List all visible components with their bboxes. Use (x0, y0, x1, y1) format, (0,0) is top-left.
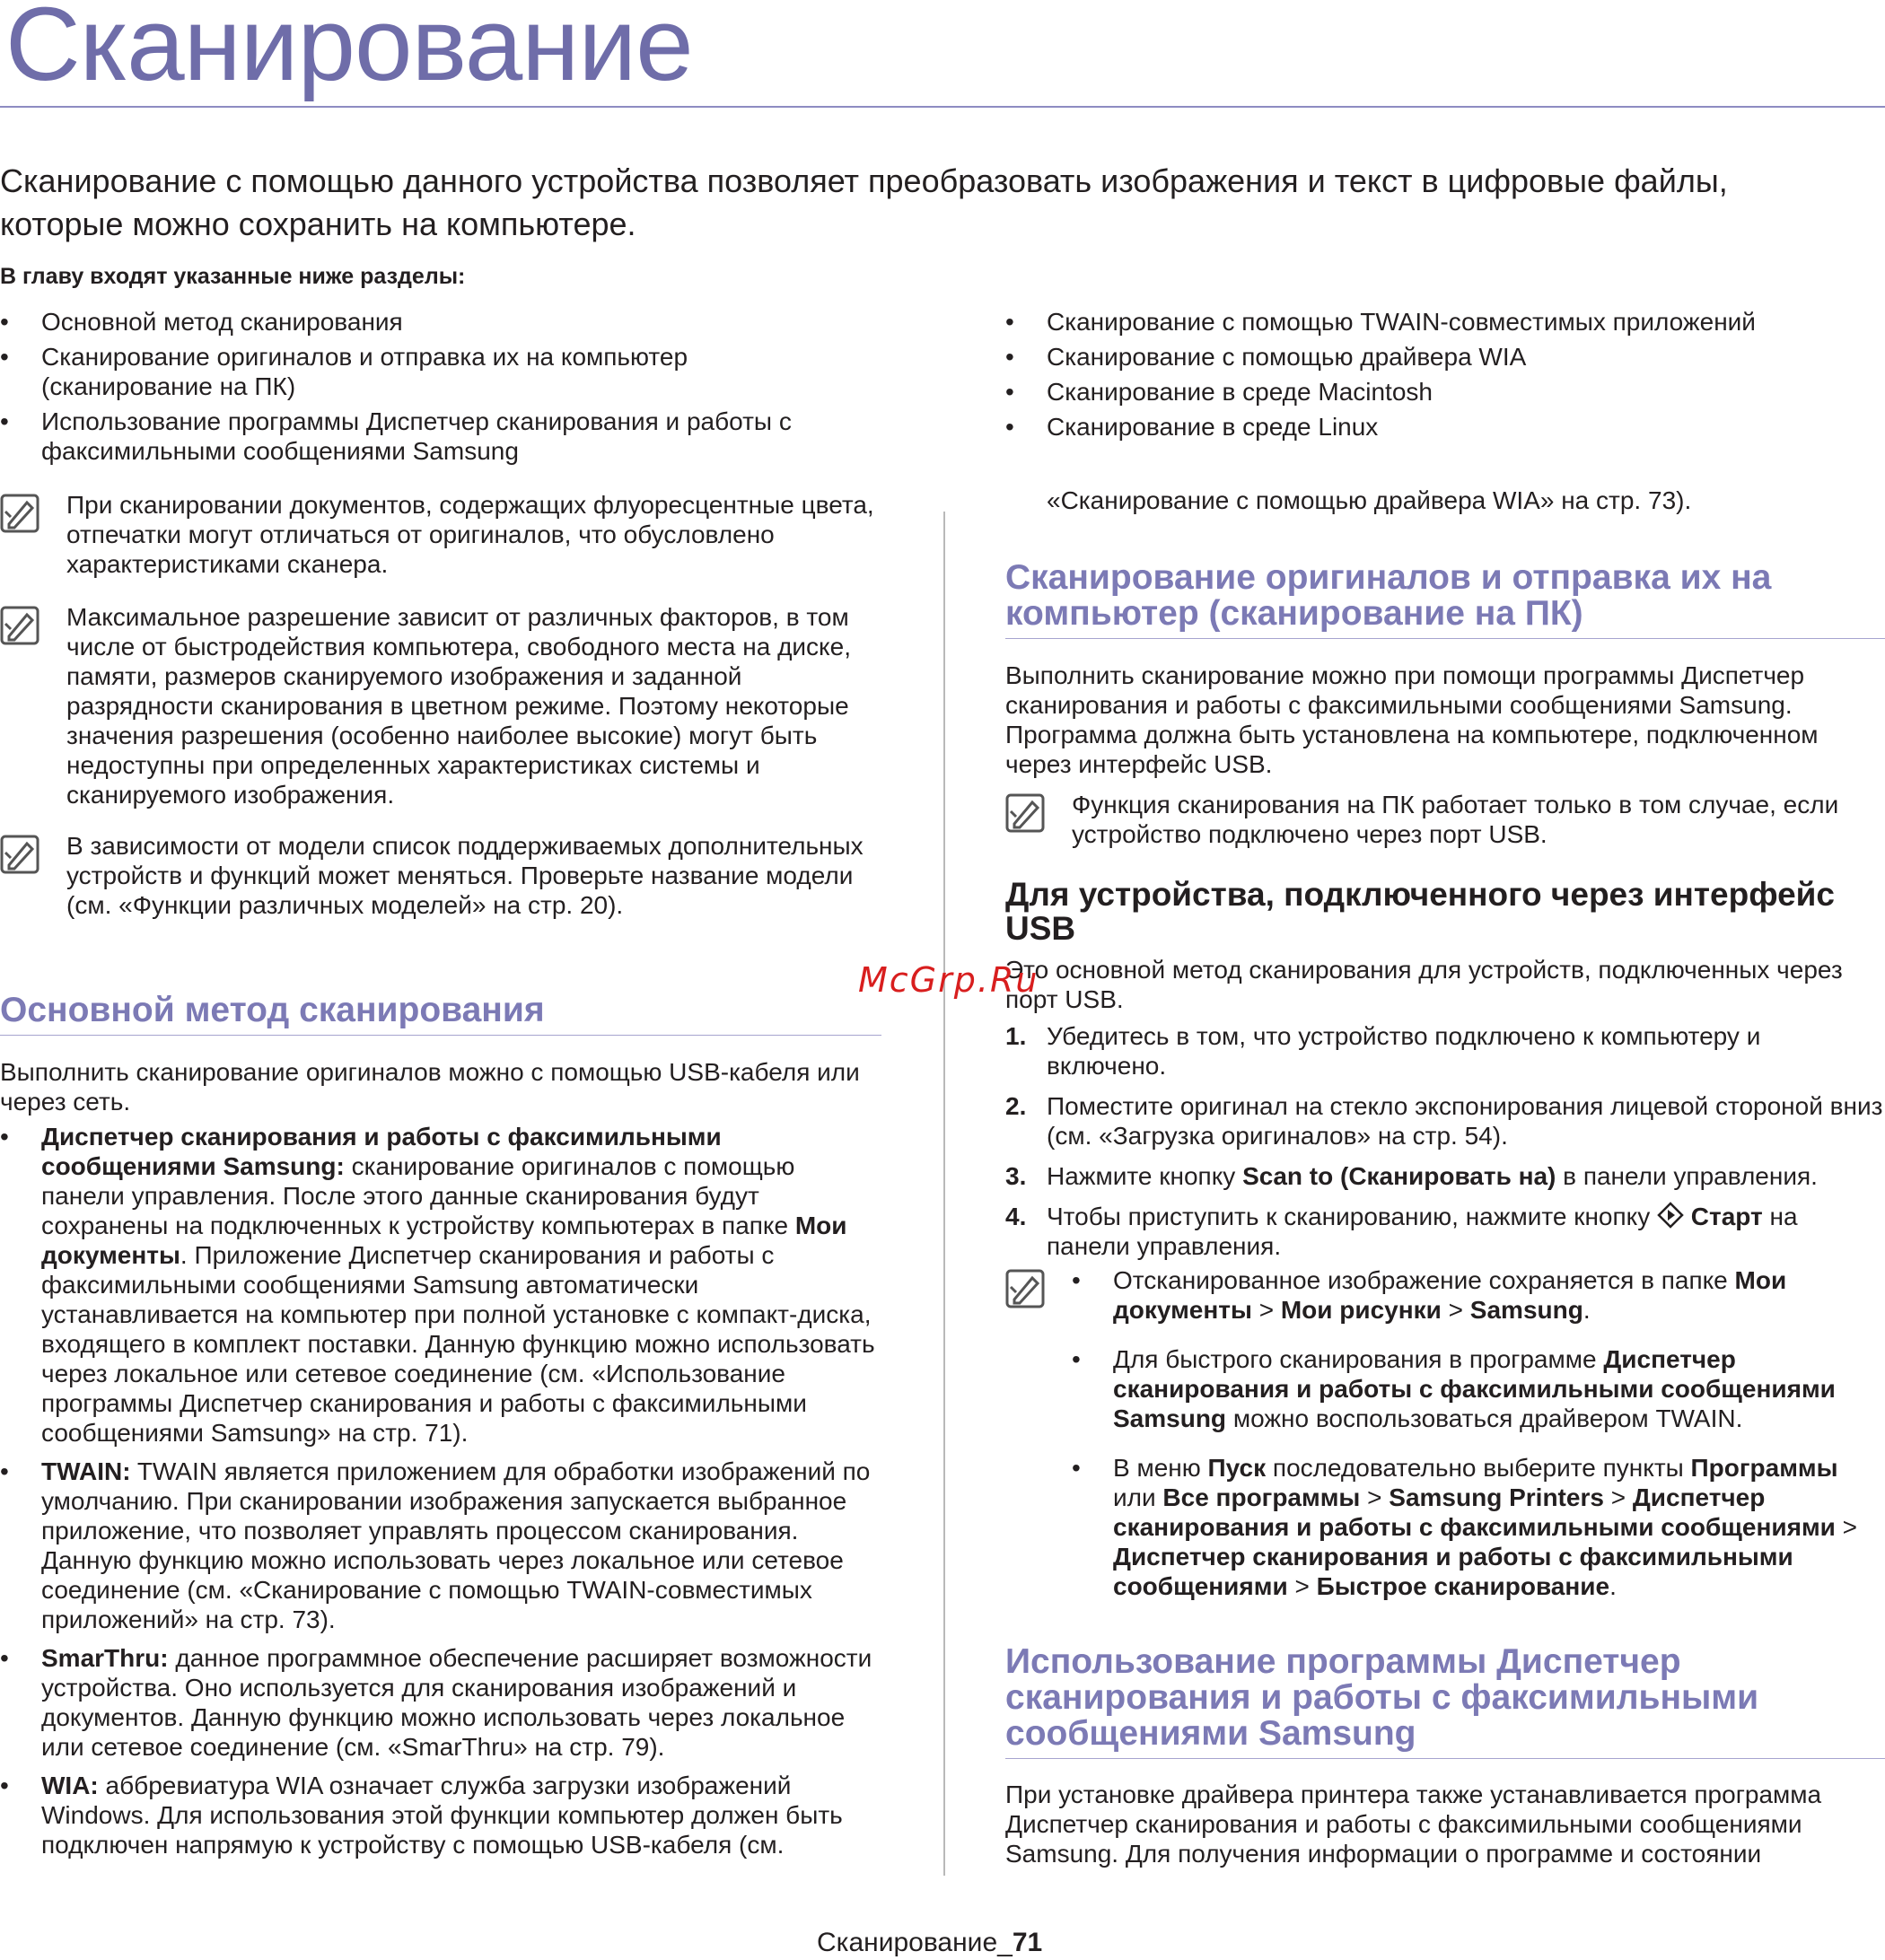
tip-separator: > (1258, 1296, 1275, 1324)
section-heading-pc-scan: Сканирование оригиналов и отправка их на компьютер (сканирование на ПК) (1005, 558, 1772, 633)
method-text: TWAIN является приложением для обработки изображений по умолчанию. При сканировании изображения запускается выбранное приложение, что позволяет управлять процессом сканирования. Данную функцию можно использовать через локальное или сетевое соединение (см. «Сканирование с помощью TWAIN-совместимых приложений» на стр. 73). (41, 1457, 871, 1633)
step-number: 1. (1005, 1022, 1027, 1050)
method-label: Диспетчер сканирования и работы с факсимильными сообщениями Samsung: (41, 1123, 722, 1180)
tip-path: Диспетчер сканирования и работы с факсимильными сообщениями (1113, 1483, 1836, 1541)
section-intro: Выполнить сканирование оригиналов можно с помощью USB-кабеля или через сеть. (0, 1058, 860, 1116)
tip-path: Samsung Printers (1389, 1483, 1604, 1511)
chapter-intro (0, 160, 1885, 246)
section-rule (1005, 1758, 1885, 1759)
step-4 (1005, 1202, 1885, 1261)
section-heading-basic: Основной метод сканирования (0, 991, 545, 1029)
scan-manager-intro: При установке драйвера принтера также устанавливается программа Диспетчер сканирования и работы с факсимильными сообщениями Samsung. Для получения информации о программе и состоянии (1005, 1781, 1822, 1868)
toc-list-left (0, 307, 898, 471)
step-text: Поместите оригинал на стекло экспонирования лицевой стороной вниз (см. «Загрузка оригиналов» на стр. 54). (1047, 1092, 1883, 1150)
toc-item[interactable]: • Сканирование с помощью TWAIN-совместимых приложений (1005, 307, 1885, 337)
tip-text: последовательно выберите пункты (1272, 1454, 1684, 1482)
step-number: 3. (1005, 1162, 1027, 1190)
column-divider (943, 512, 945, 1876)
method-text: аббревиатура WIA означает служба загрузки изображений Windows. Для использования этой функции компьютер должен быть подключен напрямую к устройству с помощью USB-кабеля (см. (41, 1772, 843, 1859)
section-rule (0, 1035, 881, 1036)
toc-item[interactable]: • Сканирование в среде Linux (1005, 412, 1885, 442)
method-label: TWAIN: (41, 1457, 131, 1485)
tip-text: . (1583, 1296, 1591, 1324)
method-item-wia (0, 1771, 881, 1859)
footer-label: Сканирование_ (817, 1928, 1013, 1957)
basic-methods-list (0, 1122, 881, 1868)
step-text: Чтобы приступить к сканированию, нажмите кнопку (1047, 1203, 1651, 1230)
intro-line-1: Сканирование с помощью данного устройства позволяет преобразовать изображения и текст в цифровые файлы, (0, 162, 1728, 199)
tip-text: . (1609, 1572, 1617, 1600)
tip-path: Все программы (1162, 1483, 1361, 1511)
note-model (0, 831, 880, 920)
step-text: в панели управления. (1563, 1162, 1818, 1190)
step-3 (1005, 1161, 1885, 1191)
tip-path: Диспетчер сканирования и работы с факсимильными сообщениями (1113, 1543, 1793, 1600)
method-label: SmarThru: (41, 1644, 169, 1672)
tip-path: Samsung (1469, 1296, 1583, 1324)
toc-item[interactable]: • Сканирование в среде Macintosh (1005, 377, 1885, 407)
note-tips (1005, 1265, 1885, 1610)
tip-path: Пуск (1207, 1454, 1267, 1482)
note-icon (0, 835, 39, 874)
note-icon (0, 494, 39, 533)
tip-path: Программы (1690, 1454, 1838, 1482)
section-rule (1005, 638, 1885, 639)
tip-text: или (1113, 1483, 1156, 1511)
note-fluorescent (0, 490, 880, 579)
note-pc-usb (1005, 790, 1885, 849)
tip-separator: > (1610, 1483, 1626, 1511)
note-icon (1005, 1269, 1045, 1308)
method-label: WIA: (41, 1772, 99, 1799)
tip-path: Мои документы (1113, 1266, 1787, 1324)
step-1 (1005, 1021, 1885, 1081)
method-folder: Мои документы (41, 1212, 847, 1269)
intro-line-2: которые можно сохранить на компьютере. (0, 206, 636, 242)
tip-text: В меню (1113, 1454, 1201, 1482)
method-item-smarthru (0, 1643, 881, 1762)
note-text: При сканировании документов, содержащих флуоресцентные цвета, отпечатки могут отличаться от оригиналов, что обусловлено характеристиками сканера. (66, 491, 874, 578)
watermark: McGrp.Ru (858, 960, 1039, 1000)
method-item-manager (0, 1122, 881, 1448)
wia-continuation: «Сканирование с помощью драйвера WIA» на стр. 73). (1047, 486, 1692, 514)
page-title: Сканирование (5, 0, 693, 102)
toc-item[interactable]: • Использование программы Диспетчер сканирования и работы с факсимильными сообщениями Samsung (0, 407, 862, 466)
tip-separator: > (1448, 1296, 1464, 1324)
step-2 (1005, 1091, 1885, 1151)
note-resolution (0, 602, 880, 809)
toc-item[interactable]: • Сканирование оригиналов и отправка их на компьютер (сканирование на ПК) (0, 342, 754, 401)
tip-text: можно воспользоваться драйвером TWAIN. (1232, 1404, 1743, 1432)
tip-text: Для быстрого сканирования в программе (1113, 1345, 1597, 1373)
tip-item (1072, 1265, 1885, 1325)
usb-steps (1005, 1021, 1885, 1272)
toc-item[interactable]: • Основной метод сканирования (0, 307, 754, 337)
tip-separator: > (1294, 1572, 1310, 1600)
method-item-twain (0, 1457, 881, 1634)
tip-path: Быстрое сканирование (1316, 1572, 1610, 1600)
tip-program: Диспетчер сканирования и работы с факсимильными сообщениями Samsung (1113, 1345, 1836, 1432)
tip-text: Отсканированное изображение сохраняется в папке (1113, 1266, 1728, 1294)
tips-list (1072, 1265, 1885, 1601)
tip-item (1072, 1344, 1885, 1433)
toc-item[interactable]: • Сканирование с помощью драйвера WIA (1005, 342, 1885, 372)
note-icon (0, 606, 39, 645)
page-number: 71 (1012, 1928, 1043, 1957)
subsection-heading-usb: Для устройства, подключенного через интерфейс USB (1005, 876, 1835, 947)
toc-list-right (1005, 307, 1885, 447)
note-text: Функция сканирования на ПК работает только в том случае, если устройство подключено через порт USB. (1072, 791, 1839, 848)
page-footer (817, 1928, 1042, 1958)
method-text: . Приложение Диспетчер сканирования и работы с факсимильными сообщениями Samsung автоматически устанавливается на компьютер при полной установке с компакт-диска, входящего в комплект поставки. Данную функцию можно использовать через локальное или сетевое соединение (см. «Использование программы Диспетчер сканирования и работы с факсимильными сообщениями Samsung» на стр. 71). (41, 1241, 875, 1447)
section-heading-scan-manager: Использование программы Диспетчер сканирования и работы с факсимильными сообщениями Samsung (1005, 1642, 1759, 1753)
method-text: данное программное обеспечение расширяет возможности устройства. Оно используется для сканирования изображений и документов. Данную функцию можно использовать через локальное или сетевое соединение (см. «SmarThru» на стр. 79). (41, 1644, 872, 1761)
tip-path: Мои рисунки (1280, 1296, 1442, 1324)
step-text: Убедитесь в том, что устройство подключено к компьютеру и включено. (1047, 1022, 1761, 1080)
note-text: В зависимости от модели список поддерживаемых дополнительных устройств и функций может меняться. Проверьте название модели (см. «Функции различных моделей» на стр. 20). (66, 832, 864, 919)
title-divider (0, 106, 1885, 108)
tip-separator: > (1842, 1513, 1858, 1541)
start-icon (1657, 1202, 1684, 1229)
step-text: Нажмите кнопку (1047, 1162, 1236, 1190)
method-text: сканирование оригиналов с помощью панели управления. После этого данные сканирования будут сохранены на подключенных к устройству компьютерах в папке (41, 1152, 795, 1239)
step-text: на панели управления. (1047, 1203, 1798, 1260)
step-number: 2. (1005, 1092, 1027, 1120)
tip-item (1072, 1453, 1885, 1601)
start-button-label: Старт (1690, 1203, 1763, 1230)
scan-to-button-label: Scan to (Сканировать на) (1242, 1162, 1556, 1190)
step-number: 4. (1005, 1203, 1027, 1230)
tip-separator: > (1367, 1483, 1382, 1511)
note-text: Максимальное разрешение зависит от различных факторов, в том числе от быстродействия компьютера, свободного места на диске, памяти, размеров сканируемого изображения и заданной разрядности сканирования в цветном режиме. Поэтому некоторые значения разрешения (особенно наиболее высокие) могут быть недоступны при определенных характеристиках системы и сканируемого изображения. (66, 603, 851, 809)
pc-scan-intro: Выполнить сканирование можно при помощи программы Диспетчер сканирования и работы с факсимильными сообщениями Samsung. Программа должна быть установлена на компьютере, подключенном через интерфейс USB. (1005, 661, 1819, 778)
note-icon (1005, 793, 1045, 833)
chapter-sections-label: В главу входят указанные ниже разделы: (0, 264, 466, 289)
usb-intro: Это основной метод сканирования для устройств, подключенных через порт USB. (1005, 956, 1843, 1013)
